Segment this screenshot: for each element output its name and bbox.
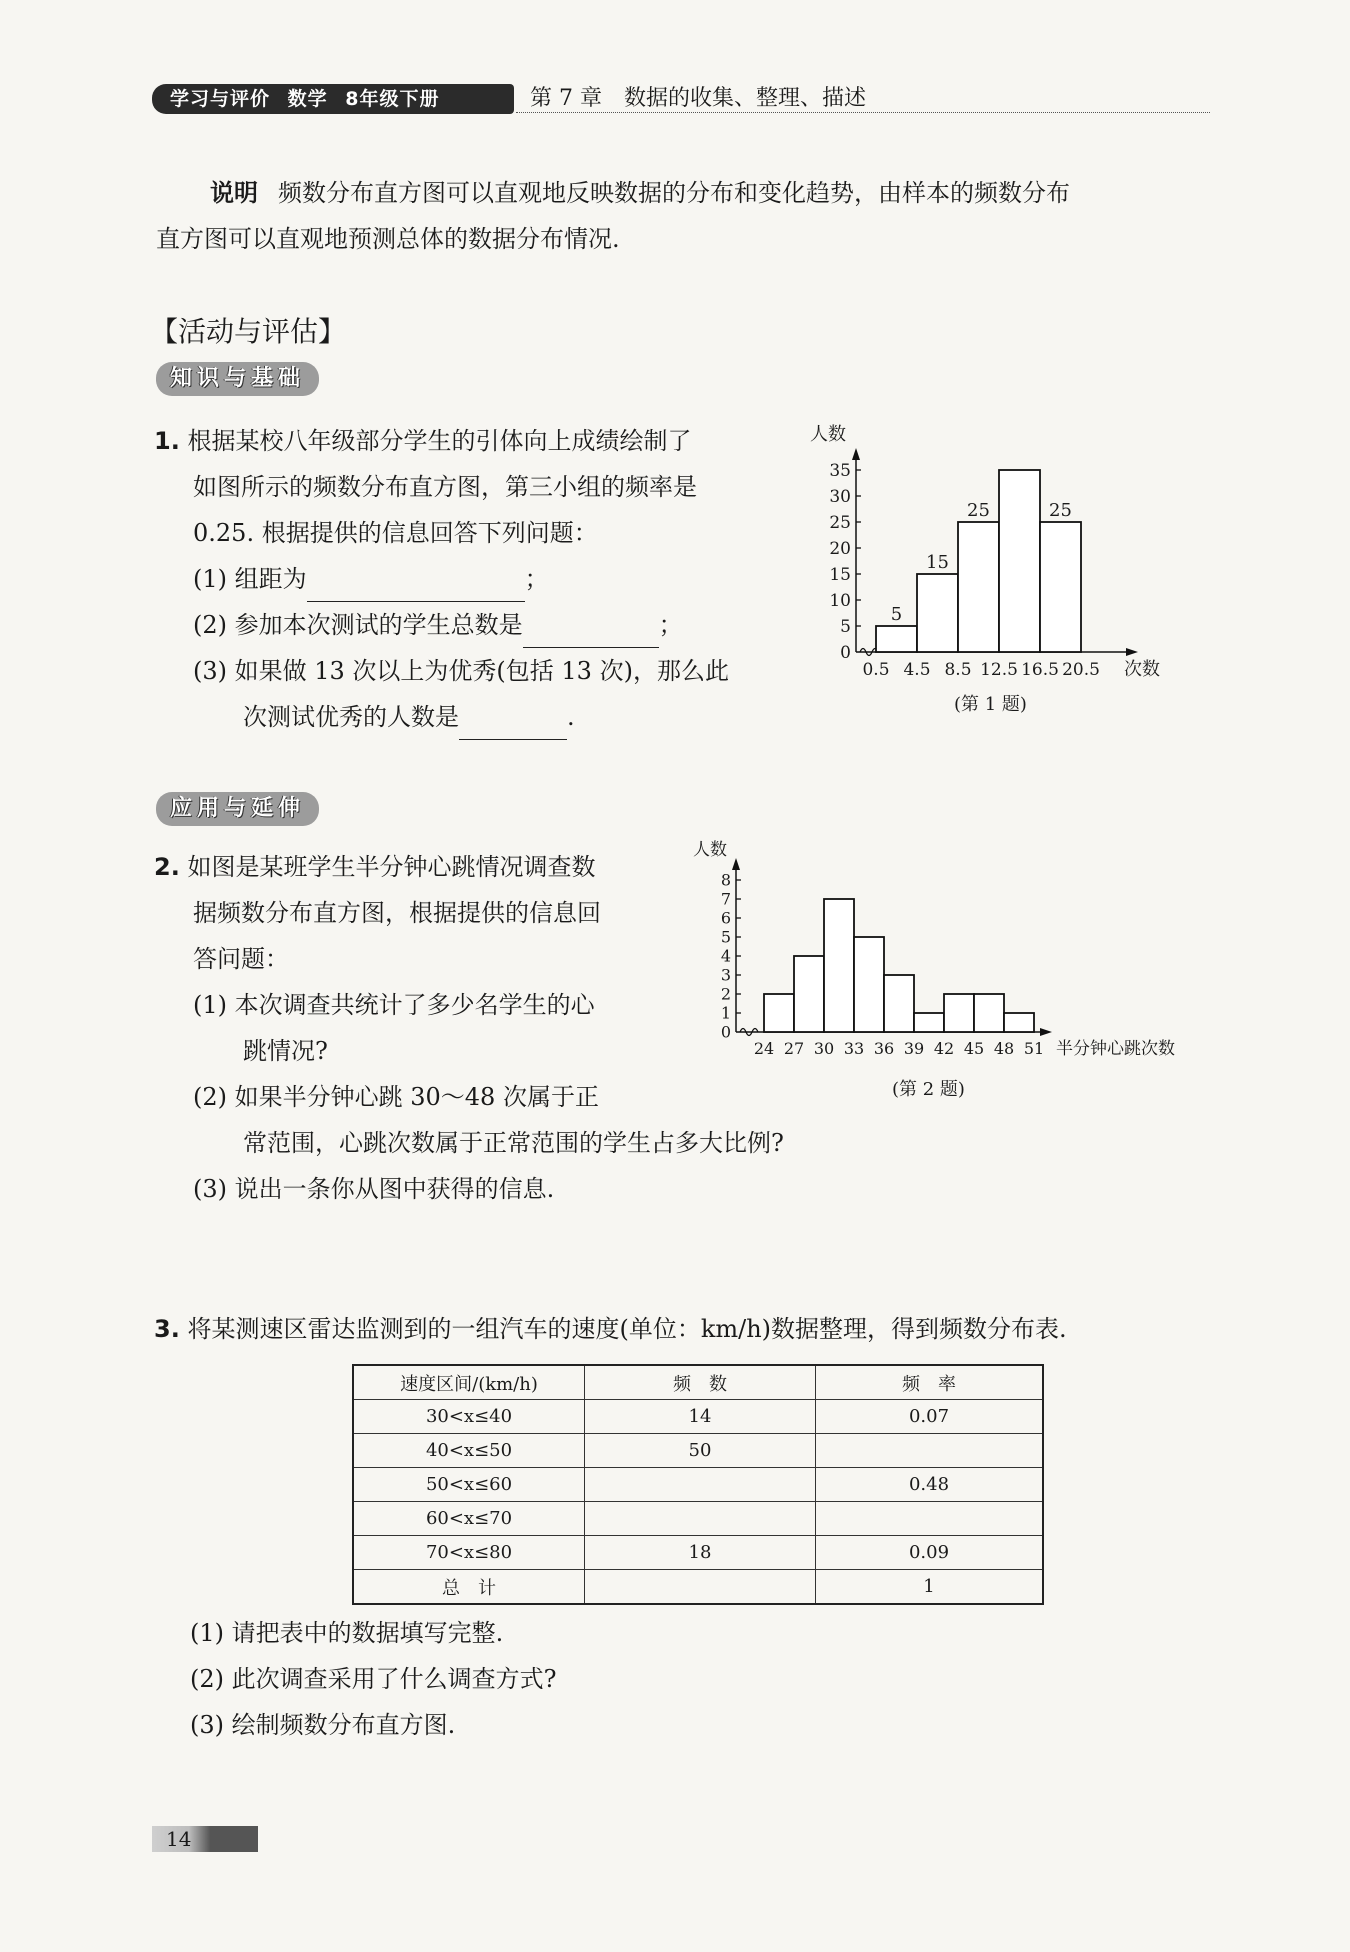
chapter-title: 第 7 章 数据的收集、整理、描述 — [530, 86, 866, 111]
bar — [764, 994, 794, 1032]
y-tick-label: 4 — [720, 946, 731, 966]
data-label: 25 — [1049, 500, 1072, 521]
bar — [914, 1013, 944, 1032]
bar — [974, 994, 1004, 1032]
y-tick-label: 5 — [720, 927, 731, 947]
y-tick-label: 2 — [720, 984, 731, 1004]
x-tick-label: 30 — [813, 1039, 835, 1058]
x-tick-label: 16.5 — [1021, 660, 1059, 680]
x-axis-arrow — [1040, 1028, 1052, 1036]
q1-text-1: 根据某校八年级部分学生的引体向上成绩绘制了 — [187, 427, 692, 455]
chart-pull-ups-histogram — [800, 420, 1200, 720]
x-tick-label: 27 — [783, 1039, 805, 1058]
table-row — [353, 1502, 1043, 1536]
q3-sub-3: (3) 绘制频数分布直方图. — [190, 1711, 456, 1739]
q3-line — [154, 1306, 1067, 1352]
table-cell[interactable]: 18 — [585, 1536, 816, 1570]
table-cell[interactable]: 14 — [585, 1400, 816, 1434]
table-row — [353, 1400, 1043, 1434]
bar — [794, 956, 824, 1032]
y-tick-label: 25 — [829, 512, 851, 533]
x-tick-label: 33 — [843, 1039, 865, 1058]
q2-line-3: 答问题： — [193, 945, 289, 973]
x-tick-label: 45 — [963, 1039, 985, 1058]
y-tick-label: 7 — [720, 889, 731, 909]
q2-sub-3: (3) 说出一条你从图中获得的信息. — [193, 1175, 555, 1203]
frequency-table — [352, 1364, 1044, 1605]
y-tick-label: 0 — [720, 1022, 731, 1042]
table-row — [353, 1434, 1043, 1468]
section-title: 【活动与评估】 — [150, 315, 347, 348]
note-label: 说明 — [210, 179, 258, 207]
y-axis-label: 人数 — [693, 840, 727, 860]
data-label: 5 — [890, 604, 903, 625]
q3-sub-1: (1) 请把表中的数据填写完整. — [190, 1619, 504, 1647]
table-cell[interactable] — [816, 1502, 1044, 1536]
q2-caption: (第 2 题) — [892, 1079, 965, 1100]
x-tick-label: 0.5 — [862, 660, 890, 680]
y-tick-label: 35 — [829, 460, 851, 481]
y-tick-label: 3 — [720, 965, 731, 985]
y-tick-label: 6 — [720, 908, 731, 928]
table-header-cell: 速度区间/(km/h) — [353, 1365, 585, 1400]
header-badge: 学习与评价 数学 8年级下册 — [152, 84, 514, 114]
q1-sub1-end: ； — [524, 565, 549, 593]
table-cell: 40<x≤50 — [353, 1434, 585, 1468]
table-cell[interactable] — [816, 1434, 1044, 1468]
x-tick-label: 39 — [903, 1039, 925, 1058]
bar — [876, 626, 917, 652]
table-cell: 50<x≤60 — [353, 1468, 585, 1502]
table-cell[interactable] — [585, 1468, 816, 1502]
q3-number: 3. — [154, 1315, 180, 1343]
q1-sub1-text: (1) 组距为 — [193, 565, 307, 593]
table-row — [353, 1536, 1043, 1570]
q1-sub-1 — [193, 556, 549, 602]
q2-line-2: 据频数分布直方图，根据提供的信息回 — [193, 899, 601, 927]
y-tick-label: 30 — [829, 486, 851, 507]
y-tick-label: 20 — [829, 538, 851, 559]
y-tick-label: 15 — [829, 564, 851, 585]
bar — [884, 975, 914, 1032]
q1-caption: (第 1 题) — [954, 694, 1027, 715]
bar — [917, 574, 958, 652]
q1-sub3-text: 次测试优秀的人数是 — [243, 703, 459, 731]
q3-sub-2: (2) 此次调查采用了什么调查方式? — [190, 1665, 557, 1693]
table-cell[interactable] — [585, 1570, 816, 1605]
header-rule — [516, 112, 1210, 113]
q1-sub2-end: ； — [658, 611, 683, 639]
y-tick-label: 8 — [720, 870, 731, 890]
q1-sub2-text: (2) 参加本次测试的学生总数是 — [193, 611, 523, 639]
table-cell[interactable]: 0.09 — [816, 1536, 1044, 1570]
x-tick-label: 8.5 — [944, 660, 972, 680]
q2-text-1: 如图是某班学生半分钟心跳情况调查数 — [187, 853, 596, 881]
table-header-cell: 频 率 — [816, 1365, 1044, 1400]
x-tick-label: 51 — [1023, 1039, 1045, 1058]
q1-sub-3b — [243, 694, 575, 740]
y-tick-label: 5 — [840, 616, 851, 637]
table-header-row — [353, 1365, 1043, 1400]
pill-knowledge-basics: 知识与基础 — [156, 362, 319, 396]
table-cell[interactable]: 0.07 — [816, 1400, 1044, 1434]
bar — [944, 994, 974, 1032]
x-axis-label: 半分钟心跳次数 — [1056, 1039, 1175, 1059]
x-tick-label: 36 — [873, 1039, 895, 1058]
table-cell: 总 计 — [353, 1570, 585, 1605]
q1-sub3-blank[interactable] — [459, 709, 567, 740]
x-axis-label: 次数 — [1124, 659, 1160, 680]
y-axis-label: 人数 — [810, 424, 846, 445]
q1-sub1-blank[interactable] — [307, 571, 525, 602]
data-label: 25 — [967, 500, 990, 521]
x-tick-label: 20.5 — [1062, 660, 1100, 680]
data-label: 15 — [926, 552, 949, 573]
table-cell: 30<x≤40 — [353, 1400, 585, 1434]
table-cell[interactable]: 50 — [585, 1434, 816, 1468]
y-axis-arrow — [852, 448, 860, 460]
q3-text: 将某测速区雷达监测到的一组汽车的速度(单位：km/h)数据整理，得到频数分布表. — [187, 1315, 1067, 1343]
q2-sub-2b: 常范围，心跳次数属于正常范围的学生占多大比例? — [243, 1129, 784, 1157]
q1-number: 1. — [154, 427, 180, 455]
q1-line-1 — [154, 418, 691, 464]
table-row — [353, 1468, 1043, 1502]
bar — [1040, 522, 1081, 652]
q1-line-3: 0.25. 根据提供的信息回答下列问题： — [193, 519, 598, 547]
x-tick-label: 12.5 — [980, 660, 1018, 680]
x-tick-label: 4.5 — [903, 660, 931, 680]
table-cell[interactable]: 0.48 — [816, 1468, 1044, 1502]
q2-line-1 — [154, 844, 595, 890]
y-tick-label: 0 — [840, 642, 851, 663]
q1-sub-2 — [193, 602, 683, 648]
q2-number: 2. — [154, 853, 180, 881]
bar — [854, 937, 884, 1032]
note-line-2: 直方图可以直观地预测总体的数据分布情况. — [156, 225, 620, 253]
table-header-cell: 频 数 — [585, 1365, 816, 1400]
y-tick-label: 10 — [829, 590, 851, 611]
y-axis-arrow — [732, 858, 740, 870]
note-text-1: 频数分布直方图可以直观地反映数据的分布和变化趋势，由样本的频数分布 — [278, 179, 1070, 207]
x-tick-label: 48 — [993, 1039, 1015, 1058]
table-cell[interactable]: 1 — [816, 1570, 1044, 1605]
q1-line-2: 如图所示的频数分布直方图，第三小组的频率是 — [193, 473, 697, 501]
page-number: 14 — [152, 1826, 258, 1852]
y-tick-label: 1 — [720, 1003, 731, 1023]
bar — [958, 522, 999, 652]
bar — [1004, 1013, 1034, 1032]
q2-sub-2a: (2) 如果半分钟心跳 30～48 次属于正 — [193, 1083, 599, 1111]
note-line-1 — [210, 170, 1070, 216]
chart-heartbeat-histogram — [680, 835, 1200, 1075]
bar — [824, 899, 854, 1032]
table-row — [353, 1570, 1043, 1605]
x-tick-label: 24 — [753, 1039, 775, 1058]
q1-sub3-end: . — [567, 703, 575, 731]
x-tick-label: 42 — [933, 1039, 955, 1058]
table-cell[interactable] — [585, 1502, 816, 1536]
q1-sub-3a: (3) 如果做 13 次以上为优秀(包括 13 次)，那么此 — [193, 657, 729, 685]
q2-sub-1a: (1) 本次调查共统计了多少名学生的心 — [193, 991, 595, 1019]
x-axis-arrow — [1126, 648, 1138, 656]
table-cell: 60<x≤70 — [353, 1502, 585, 1536]
bar — [999, 470, 1040, 652]
q1-sub2-blank[interactable] — [523, 617, 659, 648]
q2-sub-1b: 跳情况? — [243, 1037, 328, 1065]
table-cell: 70<x≤80 — [353, 1536, 585, 1570]
pill-application-extension: 应用与延伸 — [156, 792, 319, 826]
